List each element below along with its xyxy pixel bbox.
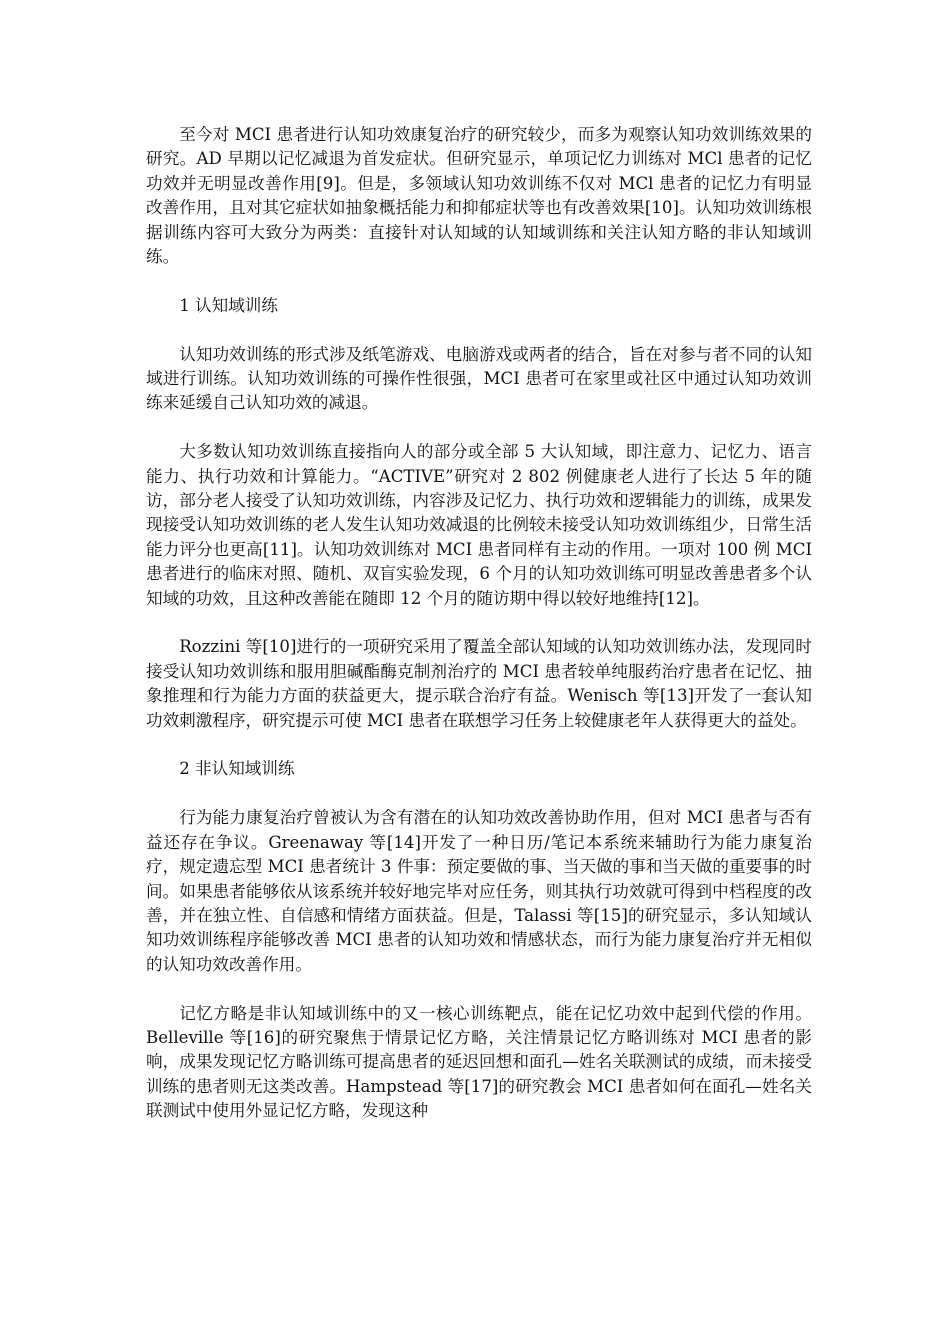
paragraph-memory-strategy: 记忆方略是非认知域训练中的又一核心训练靶点，能在记忆功效中起到代偿的作用。Belleville 等[16]的研究聚焦于情景记忆方略，关注情景记忆方略训练对 MCI 患者的影响，成果发现记忆方略训练可提高患者的延迟回想和面孔—姓名关联测试的成绩，而未接受训练的患者则无这类改善。Hampstead 等[17]的研究教会 MCI 患者如何在面孔—姓名关联测试中使用外显记忆方略，发现这种 xyxy=(146,1003,812,1121)
paragraph-rozzini-study: Rozzini 等[10]进行的一项研究采用了覆盖全部认知域的认知功效训练办法，发现同时接受认知功效训练和服用胆碱酯酶克制剂治疗的 MCI 患者较单纯服药治疗患者在记忆、抽象推理和行为能力方面的获益更大，提示联合治疗有益。Wenisch 等[13]开发了一套认知功效刺激程序，研究提示可使 MCI 患者在联想学习任务上较健康老年人获得更大的益处。 xyxy=(146,637,812,730)
paragraph-training-forms: 认知功效训练的形式涉及纸笔游戏、电脑游戏或两者的结合，旨在对参与者不同的认知域进行训练。认知功效训练的可操作性很强，MCI 患者可在家里或社区中通过认知功效训练来延缓自己认知功效的减退。 xyxy=(146,344,812,413)
section-heading-cognitive-domain-training: 1 认知域训练 xyxy=(179,295,278,315)
paragraph-behavioral-rehab: 行为能力康复治疗曾被认为含有潜在的认知功效改善协助作用，但对 MCI 患者与否有益还存在争议。Greenaway 等[14]开发了一种日历/笔记本系统来辅助行为能力康复治疗，规定遗忘型 MCI 患者统计 3 件事：预定要做的事、当天做的事和当天做的重要事的时间。如果患者能够依从该系统并较好地完毕对应任务，则其执行功效就可得到中档程度的改善，并在独立性、自信感和情绪方面获益。但是，Talassi 等[15]的研究显示，多认知域认知功效训练程序能够改善 MCI 患者的认知功效和情感状态，而行为能力康复治疗并无相似的认知功效改善作用。 xyxy=(146,808,812,974)
paragraph-intro: 至今对 MCI 患者进行认知功效康复治疗的研究较少，而多为观察认知功效训练效果的研究。AD 早期以记忆减退为首发症状。但研究显示，单项记忆力训练对 MCl 患者的记忆功效并无明显改善作用[9]。但是，多领域认知功效训练不仅对 MCl 患者的记忆力有明显改善作用，且对其它症状如抽象概括能力和抑郁症状等也有改善效果[10]。认知功效训练根据训练内容可大致分为两类：直接针对认知域的认知域训练和关注认知方略的非认知域训练。 xyxy=(146,125,812,267)
section-heading-non-cognitive-domain-training: 2 非认知域训练 xyxy=(179,759,295,779)
paragraph-active-study: 大多数认知功效训练直接指向人的部分或全部 5 大认知域，即注意力、记忆力、语言能力、执行功效和计算能力。“ACTIVE”研究对 2 802 例健康老人进行了长达 5 年的随访，部分老人接受了认知功效训练，内容涉及记忆力、执行功效和逻辑能力的训练，成果发现接受认知功效训练的老人发生认知功效减退的比例较未接受认知功效训练组少，日常生活能力评分也更高[11]。认知功效训练对 MCI 患者同样有主动的作用。一项对 100 例 MCI 患者进行的临床对照、随机、双盲实验发现，6 个月的认知功效训练可明显改善患者多个认知域的功效，且这种改善能在随即 12 个月的随访期中得以较好地维持[12]。 xyxy=(146,442,812,608)
document-body xyxy=(146,123,812,1124)
